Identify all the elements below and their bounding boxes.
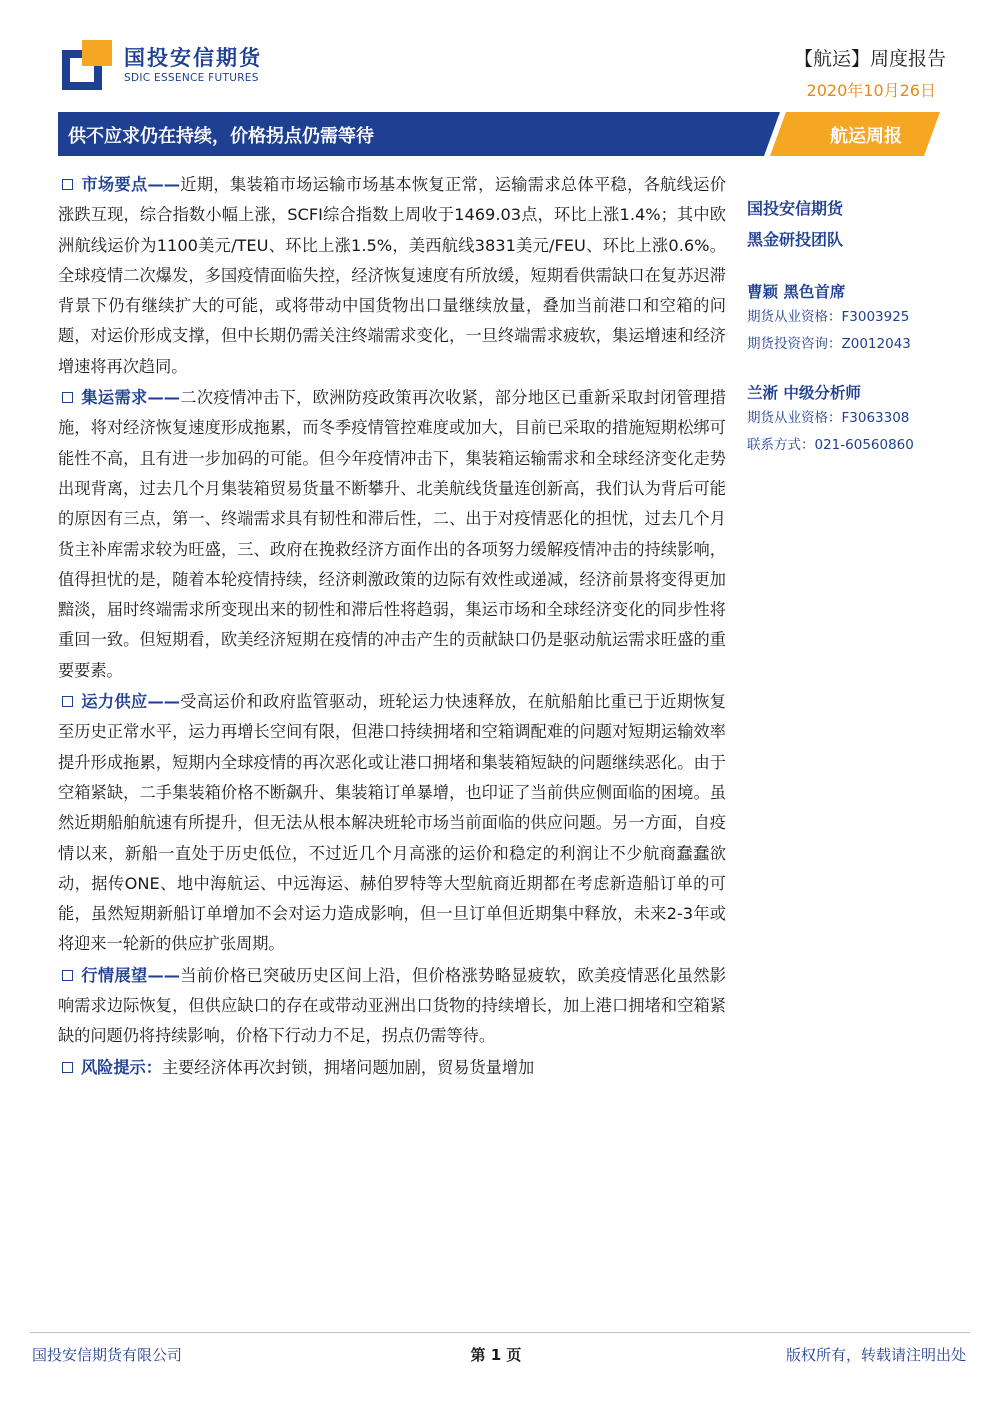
section-text: 近期，集装箱市场运输市场基本恢复正常，运输需求总体平稳，各航线运价涨跌互现，综合指数小幅上涨，SCFI综合指数上周收于1469.03点，环比上涨1.4%；其中欧洲航线运价为1100美元/TEU、环比上涨1.5%，美西航线3831美元/FEU、环比上涨0.6%。全球疫情二次爆发，多国疫情面临失控，经济恢复速度有所放缓，短期看供需缺口在复苏迟滞背景下仍有继续扩大的可能，或将带动中国货物出口量继续放量，叠加当前港口和空箱的问题，对运价形成支撑，但中长期仍需关注终端需求变化，一旦终端需求疲软，集运增速和经济增速将再次趋同。 <box>58 175 727 376</box>
title-banner <box>58 112 940 156</box>
logo-mark-icon <box>62 40 112 90</box>
logo-company-cn: 国投安信期货 <box>124 46 262 70</box>
section-capacity-supply <box>58 687 726 960</box>
checkbox-bullet-icon <box>62 179 73 190</box>
analyst-name: 兰淅 中级分析师 <box>747 384 861 402</box>
analyst-qualification: 期货从业资格：F3003925 <box>747 309 910 325</box>
section-text: 二次疫情冲击下，欧洲防疫政策再次收紧，部分地区已重新采取封闭管理措施，将对经济恢复速度形成拖累，而冬季疫情管控难度或加大，目前已采取的措施短期松绑可能性不高，且有进一步加码的可能。但今年疫情冲击下，集装箱运输需求和全球经济变化走势出现背离，过去几个月集装箱贸易货量不断攀升、北美航线货量连创新高，我们认为背后可能的原因有三点，第一、终端需求具有韧性和滞后性，二、出于对疫情恶化的担忧，过去几个月货主补库需求较为旺盛，三、政府在挽救经济方面作出的各项努力缓解疫情冲击的持续影响，值得担忧的是，随着本轮疫情持续，经济刺激政策的边际有效性或递减，经济前景将变得更加黯淡，届时终端需求所变现出来的韧性和滞后性将趋弱，集运市场和全球经济变化的同步性将重回一致。但短期看，欧美经济短期在疫情的冲击产生的贡献缺口仍是驱动航运需求旺盛的重要要素。 <box>58 388 727 680</box>
section-outlook <box>58 961 726 1052</box>
section-heading: 风险提示： <box>81 1057 162 1077</box>
section-text: 当前价格已突破历史区间上沿，但价格涨势略显疲软，欧美疫情恶化虽然影响需求边际恢复，但供应缺口的存在或带动亚洲出口货物的持续增长，加上港口拥堵和空箱紧缺的问题仍将持续影响，价格下行动力不足，拐点仍需等待。 <box>58 965 727 1046</box>
report-body <box>58 170 726 1083</box>
analyst-consulting-id: 期货投资咨询：Z0012043 <box>747 336 911 352</box>
checkbox-bullet-icon <box>62 1062 73 1073</box>
section-text: 主要经济体再次封锁，拥堵问题加剧，贸易货量增加 <box>161 1057 535 1077</box>
section-shipping-demand <box>58 383 726 686</box>
sidebar-team-name: 黑金研投团队 <box>747 230 844 249</box>
checkbox-bullet-icon <box>62 970 73 981</box>
section-risk-warning <box>58 1053 726 1083</box>
checkbox-bullet-icon <box>62 696 73 707</box>
footer-page-number: 第 1 页 <box>470 1346 522 1364</box>
banner-tag: 航运周报 <box>830 126 902 147</box>
section-text: 受高运价和政府监管驱动，班轮运力快速释放，在航船舶比重已于近期恢复至历史正常水平，运力再增长空间有限，但港口持续拥堵和空箱调配难的问题对短期运输效率提升形成拖累，短期内全球疫情的再次恶化或让港口拥堵和集装箱短缺的问题继续恶化。由于空箱紧缺，二手集装箱价格不断飙升、集装箱订单暴增，也印证了当前供应侧面临的困境。虽然近期船舶航速有所提升，但无法从根本解决班轮市场当前面临的供应问题。另一方面，自疫情以来，新船一直处于历史低位，不过近几个月高涨的运价和稳定的利润让不少航商蠢蠢欲动，据传ONE、地中海航运、中远海运、赫伯罗特等大型航商近期都在考虑新造船订单的可能，虽然短期新船订单增加不会对运力造成影响，但一旦订单但近期集中释放，未来2-3年或将迎来一轮新的供应扩张周期。 <box>58 692 727 954</box>
banner-title: 供不应求仍在持续，价格拐点仍需等待 <box>68 126 374 147</box>
footer-divider <box>30 1332 970 1333</box>
report-type: 【航运】周度报告 <box>793 48 946 70</box>
section-heading: 行情展望—— <box>81 965 180 985</box>
section-heading: 运力供应—— <box>81 692 180 712</box>
report-date: 2020年10月26日 <box>806 81 936 100</box>
analyst-contact: 联系方式：021-60560860 <box>747 437 914 453</box>
analyst-name: 曹颖 黑色首席 <box>747 283 846 301</box>
company-logo <box>62 38 322 90</box>
analyst-sidebar <box>747 193 967 459</box>
sidebar-org-name: 国投安信期货 <box>747 199 844 218</box>
analyst-qualification: 期货从业资格：F3063308 <box>747 410 910 426</box>
logo-company-en: SDIC ESSENCE FUTURES <box>124 72 259 84</box>
section-heading: 市场要点—— <box>81 175 180 194</box>
footer-company: 国投安信期货有限公司 <box>32 1346 183 1364</box>
section-heading: 集运需求—— <box>81 388 180 408</box>
footer-copyright: 版权所有，转载请注明出处 <box>785 1346 966 1364</box>
checkbox-bullet-icon <box>62 392 73 403</box>
section-market-points <box>58 170 726 382</box>
